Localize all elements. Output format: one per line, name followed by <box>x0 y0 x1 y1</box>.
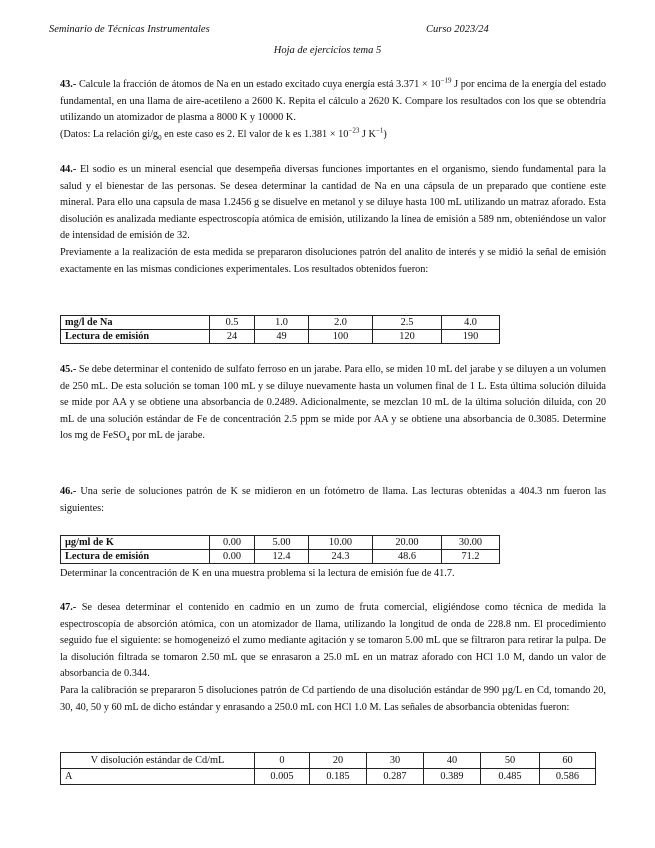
sodium-calibration-table <box>60 315 500 344</box>
potassium-calibration-table <box>60 535 500 564</box>
exercise-46-question: Determinar la concentración de K en una muestra problema si la lectura de emisión fue de 41.7. <box>60 568 455 579</box>
table-row: mg/l de Na 0.5 1.0 2.0 2.5 4.0 <box>61 316 500 330</box>
exercise-number: 45.- <box>60 364 77 375</box>
course-year: Curso 2023/24 <box>426 24 489 35</box>
page-title: Hoja de ejercicios tema 5 <box>273 45 382 56</box>
exercise-47: 47.- Se desea determinar el contenido en cadmio en un zumo de fruta comercial, eligiéndose como técnica de medida la espectroscopía de absorción atómica, con un atomizador de llama, utilizando la longitud de onda de 228.8 nm. El procedimiento seguido fue el siguiente: se homogeneizó el zumo mediante agitación y se tomaron 5.00 mL que se filtraron para retirar la pulpa. De la disolución filtrada se tomaron 2.50 mL que se enrasaron a 25.0 mL en un matraz aforado con HCl 1.0 M, dando un valor de absorbancia de 0.344. Para la calibración se prepararon 5 disoluciones patrón de Cd partiendo de una disolución estándar de 990 µg/L en Cd, tomando 20, 30, 40, 50 y 60 mL de dicho estándar y enrasando a 250.0 mL con HCl 1.0 M. Las señales de absorbancia obtenidas fueron: <box>60 602 607 713</box>
exercise-number: 47.- <box>60 602 77 613</box>
exercise-46: 46.- Una serie de soluciones patrón de K se midieron en un fotómetro de llama. Las lecturas obtenidas a 404.3 nm fueron las siguientes: <box>60 486 606 514</box>
exercise-44: 44.- El sodio es un mineral esencial que desempeña diversas funciones importantes en el organismo, siendo fundamental para la salud y el bienestar de las personas. Se desea determinar la cantidad de Na en una cápsula de un preparado que contiene este mineral. Para ello una capsula de masa 1.2456 g se disuelve en metanol y se diluye hasta 100 mL utilizando un matraz aforado. Esta disolución es analizada mediante espectroscopía atómica de emisión, utilizando la línea de emisión a 589 nm, obteniéndose un valor de intensidad de emisión de 32. Previamente a la realización de esta medida se prepararon disoluciones patrón del analito de interés y se midió la señal de emisión exactamente en las mismas condiciones experimentales. Los resultados obtenidos fueron: <box>60 164 606 275</box>
cadmium-calibration-table <box>60 752 596 785</box>
table-row: V disolución estándar de Cd/mL 0 20 30 40 50 60 <box>61 753 596 769</box>
table-row: Lectura de emisión 24 49 100 120 190 <box>61 330 500 344</box>
table-row: µg/ml de K 0.00 5.00 10.00 20.00 30.00 <box>61 536 500 550</box>
course-name: Seminario de Técnicas Instrumentales <box>49 24 210 35</box>
exercise-number: 46.- <box>60 486 77 497</box>
exercise-43: 43.- Calcule la fracción de átomos de Na en un estado excitado cuya energía está $3.371 \times 10^{-19}$ J por encima de la energía del estado fundamental, en una llama de aire-acetileno a 2600 K. Repita el cálculo a 2620 K. Compare los resultados con los que se obtendría utilizando un atomizador de plasma a 8000 K y 10000 K. (Datos: La relación $gi/g_0$ en este caso es 2. El valor de k es $1.381 \times 10^{-23}$ J $K^{-1}$) <box>60 76 607 142</box>
table-row: Lectura de emisión 0.00 12.4 24.3 48.6 71.2 <box>61 550 500 564</box>
exercise-45: 45.- Se debe determinar el contenido de sulfato ferroso en un jarabe. Para ello, se miden 10 mL del jarabe y se diluyen a un volumen de 250 mL. De esta solución se toman 100 mL y se diluye nuevamente hasta un volumen final de 1 L. Esta última solución diluida se mide por AA y se obtiene una absorbancia de 0.2489. Adicionalmente, se mezclan 10 mL de la última solución diluida, con 20 mL de una solución estándar de Fe de concentración 2.5 ppm se mide por AA y se obtiene una absorbancia de 0.3085. Determine los mg de FeSO$_4$ por mL de jarabe. <box>60 364 607 444</box>
table-row: A 0.005 0.185 0.287 0.389 0.485 0.586 <box>61 769 596 785</box>
exercise-number: 44.- <box>60 164 77 175</box>
exercise-number: 43.- <box>60 79 77 90</box>
